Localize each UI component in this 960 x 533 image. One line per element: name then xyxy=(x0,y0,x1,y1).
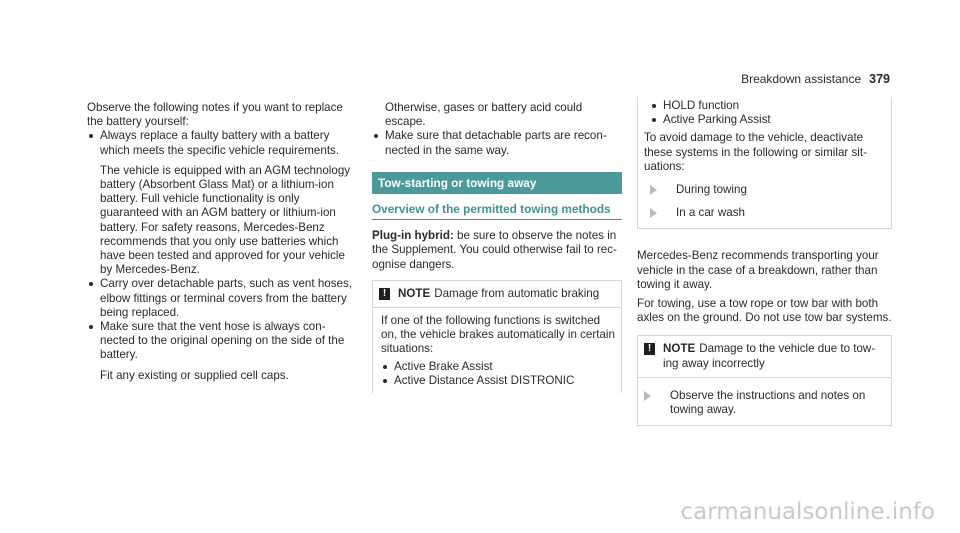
continued-bullets xyxy=(372,129,622,157)
list-item: Make sure that detachable parts are reconnected in the same way. xyxy=(372,129,622,157)
note-function-list xyxy=(381,360,615,388)
bullet-sub-text: Fit any existing or supplied cell caps. xyxy=(100,368,289,382)
action-arrow-icon xyxy=(644,391,658,401)
plugin-hybrid-label: Plug-in hybrid: xyxy=(372,229,454,243)
continued-text: Otherwise, gases or battery acid could escape. xyxy=(385,101,583,129)
warning-icon: ! xyxy=(644,343,655,355)
note-label: NOTE xyxy=(663,342,696,356)
list-item xyxy=(644,183,885,197)
column-3 xyxy=(637,101,892,426)
recommendation-text: Mercedes-Benz recommends transporting your vehicle in the case of a breakdown, rather than towing it away. xyxy=(637,249,879,291)
note-function-list-continued xyxy=(644,99,885,127)
avoid-damage-text: To avoid damage to the vehicle, deactivate these systems in the following or similar situations: xyxy=(644,131,867,173)
list-item xyxy=(87,320,352,383)
list-item: Active Parking Assist xyxy=(650,113,885,127)
column-1 xyxy=(87,101,352,383)
towing-method-text: For towing, use a tow rope or tow bar with both axles on the ground. Do not use tow bar systems. xyxy=(637,297,892,325)
bullet-text: Carry over detachable parts, such as vent hoses, elbow fittings or terminal covers from the battery being replaced. xyxy=(100,277,352,319)
column-2 xyxy=(372,101,622,393)
page-number: 379 xyxy=(869,72,890,86)
bullet-sub-text: The vehicle is equipped with an AGM technology battery (Absorbent Glass Mat) or a lithium-ion battery. Full vehicle functionality is only guaranteed with an AGM battery or lithium-ion battery. For safety reasons, Mercedes-Benz recommends that you only use batteries which have been tested and approved for your vehicle by Mercedes-Benz. xyxy=(100,163,351,277)
bullet-text: Make sure that the vent hose is always connected to the original opening on the side of the battery. xyxy=(100,320,345,362)
list-item xyxy=(87,277,352,320)
warning-icon: ! xyxy=(379,288,390,300)
list-item: Active Distance Assist DISTRONIC xyxy=(381,374,615,388)
action-arrow-icon xyxy=(650,208,664,218)
note-header xyxy=(373,281,621,308)
page-header-title: Breakdown assistance xyxy=(741,72,862,86)
plugin-hybrid-note xyxy=(372,229,622,272)
list-item: HOLD function xyxy=(650,99,885,113)
action-arrow-icon xyxy=(650,185,664,195)
note-box-towing xyxy=(637,335,892,426)
situation-text: In a car wash xyxy=(676,206,745,220)
battery-intro: Observe the following notes if you want to replace the battery yourself: xyxy=(87,101,343,129)
note-box-braking-continued xyxy=(637,97,892,229)
list-item xyxy=(87,129,352,277)
battery-bullets xyxy=(87,129,352,382)
subsection-title: Overview of the permitted towing methods xyxy=(372,194,622,220)
watermark: carmanualsonline.info xyxy=(680,499,935,525)
note-title: Damage to the vehicle due to towing away incorrectly xyxy=(663,342,876,370)
action-text: Observe the instructions and notes on towing away. xyxy=(670,388,866,417)
note-header xyxy=(638,336,891,377)
list-item xyxy=(638,389,885,417)
page-header xyxy=(741,72,890,86)
note-body xyxy=(638,378,891,425)
note-body-text: If one of the following functions is switched on, the vehicle brakes automatically in certain situations: xyxy=(381,314,615,356)
note-label: NOTE xyxy=(398,286,431,300)
note-body xyxy=(373,308,621,396)
section-title-bar: Tow-starting or towing away xyxy=(372,172,622,194)
plugin-hybrid-text: be sure to observe the notes in the Supplement. You could otherwise fail to recognise dangers. xyxy=(372,229,617,271)
list-item xyxy=(644,206,885,220)
list-item: Active Brake Assist xyxy=(381,360,615,374)
note-title: Damage from automatic braking xyxy=(434,286,600,300)
note-box-braking xyxy=(372,280,622,393)
situation-text: During towing xyxy=(676,183,747,197)
bullet-text: Always replace a faulty battery with a battery which meets the specific vehicle requirements. xyxy=(100,129,340,157)
